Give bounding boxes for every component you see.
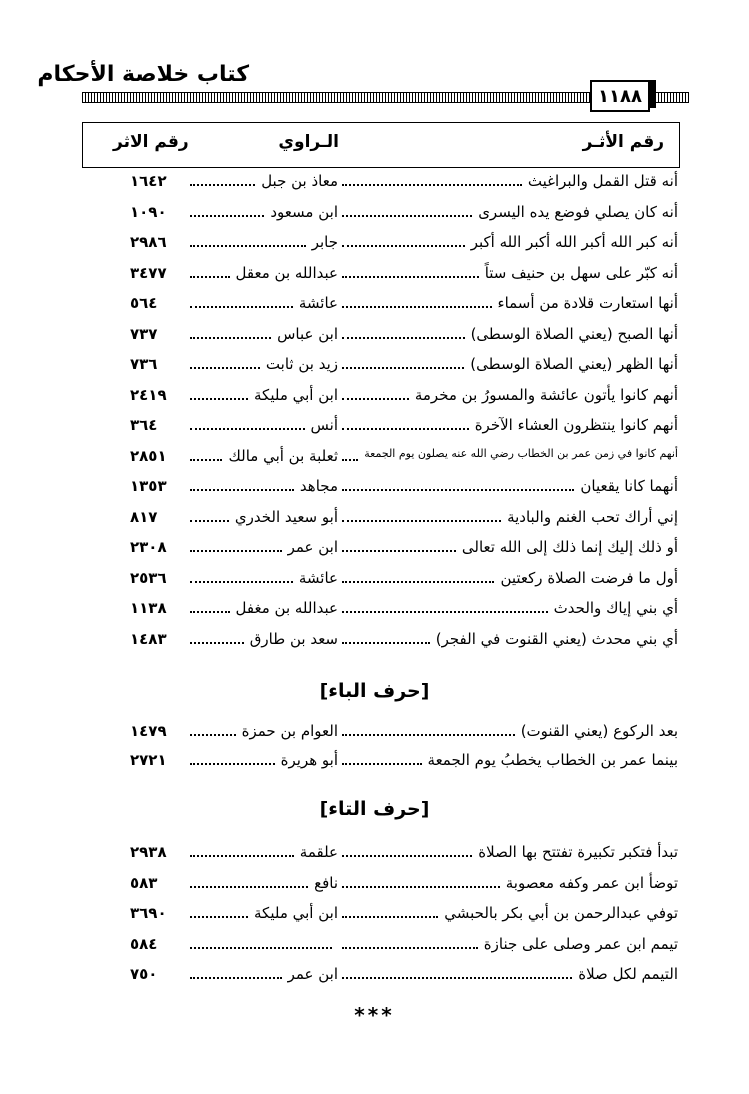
leader-dots <box>342 489 574 491</box>
leader-dots <box>190 581 293 583</box>
leader-dots <box>190 855 294 857</box>
table-row <box>90 751 678 779</box>
leader-dots <box>190 428 305 430</box>
narrator-name: ابن عباس <box>277 324 338 343</box>
narrator-name: عبدالله بن معقل <box>235 263 338 282</box>
athar-number: ١٠٩٠ <box>130 202 167 221</box>
leader-dots <box>190 489 294 491</box>
narration-text: إني أراك تحب الغنم والبادية <box>507 507 678 526</box>
table-row <box>90 355 678 383</box>
narrator-name: عبدالله بن مغفل <box>235 599 338 617</box>
table-row <box>90 904 678 932</box>
leader-dots <box>190 215 264 217</box>
leader-dots <box>190 337 271 339</box>
table-row <box>90 599 678 627</box>
narration-text: أي بني إياك والحدث <box>553 599 678 617</box>
leader-dots <box>342 215 472 217</box>
narrator-name: زيد بن ثابت <box>265 355 338 373</box>
table-row <box>90 569 678 597</box>
leader-dots <box>342 276 479 278</box>
table-row <box>90 386 678 414</box>
leader-dots <box>190 459 222 461</box>
leader-dots <box>342 642 430 644</box>
narration-text: أو ذلك إليك إنما ذلك إلى الله تعالى <box>461 538 678 556</box>
narration-text: بينما عمر بن الخطاب يخطبُ يوم الجمعة <box>427 751 678 769</box>
athar-number: ٢٤١٩ <box>130 385 167 404</box>
leader-dots <box>190 306 293 308</box>
narrator-name: ابن أبي مليكة <box>254 904 338 922</box>
athar-number: ١٤٧٩ <box>130 722 167 740</box>
narration-text: أنه كبر الله أكبر الله أكبر الله أكبر <box>470 233 678 251</box>
athar-number: ١٣٥٣ <box>130 477 167 495</box>
narration-text: أنها الصبح (يعني الصلاة الوسطى) <box>470 324 678 343</box>
leader-dots <box>342 306 492 308</box>
narrator-name: أنس <box>310 416 338 434</box>
leader-dots <box>190 977 282 979</box>
table-row <box>90 416 678 444</box>
leader-dots <box>190 916 248 918</box>
narration-text: أي بني محدث (يعني القنوت في الفجر) <box>435 629 678 648</box>
athar-number: ٧٣٦ <box>130 355 158 373</box>
table-row <box>90 508 678 536</box>
narration-text: أنهما كانا يقعيان <box>580 477 678 495</box>
leader-dots <box>342 520 501 522</box>
table-row <box>90 294 678 322</box>
table-row <box>90 203 678 231</box>
narrator-name: معاذ بن جبل <box>261 172 338 190</box>
column-narrator: الـراوي <box>278 132 339 152</box>
leader-dots <box>342 245 465 247</box>
leader-dots <box>342 977 572 979</box>
narrator-name: علقمة <box>299 843 338 861</box>
leader-dots <box>342 886 500 888</box>
leader-dots <box>342 428 469 430</box>
narrator-name: ابن عمر <box>287 538 338 556</box>
narrator-name: عائشة <box>298 294 338 312</box>
leader-dots <box>190 520 229 522</box>
athar-number: ٣٤٧٧ <box>130 263 167 282</box>
athar-number: ١٤٨٣ <box>130 629 167 648</box>
athar-number: ٢٩٣٨ <box>130 843 167 861</box>
narrator-name: عائشة <box>298 568 338 587</box>
header-rule-right <box>652 92 689 103</box>
leader-dots <box>342 459 358 461</box>
narrator-name: ثعلبة بن أبي مالك <box>228 446 338 465</box>
leader-dots <box>190 367 260 369</box>
leader-dots <box>190 550 282 552</box>
narration-text: تبدأ فتكبر تكبيرة تفتتح بها الصلاة <box>478 843 678 861</box>
page-number: ١١٨٨ <box>590 80 650 112</box>
athar-number: ٥٨٣ <box>130 873 158 892</box>
narration-text: بعد الركوع (يعني القنوت) <box>520 722 678 740</box>
leader-dots <box>190 763 275 765</box>
leader-dots <box>190 642 244 644</box>
leader-dots <box>342 763 422 765</box>
narrator-name: ابن أبي مليكة <box>254 385 338 404</box>
athar-number: ٣٦٩٠ <box>130 904 167 922</box>
leader-dots <box>190 734 236 736</box>
leader-dots <box>342 947 478 949</box>
narration-text: التيمم لكل صلاة <box>578 965 678 983</box>
narrator-name: أبو هريرة <box>280 751 338 769</box>
narrator-name: نافع <box>314 873 338 892</box>
table-row <box>90 874 678 902</box>
narrator-name: سعد بن طارق <box>249 629 338 648</box>
athar-number: ٧٣٧ <box>130 324 158 343</box>
table-row <box>90 447 678 475</box>
leader-dots <box>190 947 332 949</box>
athar-number: ٨١٧ <box>130 507 158 526</box>
narrator-name: ابن مسعود <box>270 202 338 221</box>
leader-dots <box>190 611 230 613</box>
leader-dots <box>190 245 306 247</box>
leader-dots <box>190 276 230 278</box>
athar-number: ٢٩٨٦ <box>130 233 167 251</box>
athar-number: ٥٦٤ <box>130 294 158 312</box>
leader-dots <box>342 184 522 186</box>
leader-dots <box>342 611 548 613</box>
leader-dots <box>342 734 515 736</box>
narrator-name: أبو سعيد الخدري <box>234 507 338 526</box>
narrator-name: ابن عمر <box>287 965 338 983</box>
narrator-name: العوام بن حمزة <box>241 722 338 740</box>
narration-text: أنها استعارت قلادة من أسماء <box>497 294 678 312</box>
narration-text: أنهم كانوا ينتظرون العشاء الآخرة <box>474 416 678 434</box>
leader-dots <box>342 367 464 369</box>
leader-dots <box>342 855 472 857</box>
table-row <box>90 630 678 658</box>
section-heading-ba: [حرف الباء] <box>319 680 430 702</box>
athar-number: ٢٥٣٦ <box>130 568 167 587</box>
header-rule <box>82 92 646 103</box>
narration-text: تيمم ابن عمر وصلى على جنازة <box>483 934 678 953</box>
narration-text: أنهم كانوا في زمن عمر بن الخطاب رضي الله عنه يصلون يوم الجمعة <box>364 446 678 460</box>
athar-number: ٢٣٠٨ <box>130 538 167 556</box>
narration-text: أنه قتل القمل والبراغيث <box>527 172 678 190</box>
narration-text: توضأ ابن عمر وكفه معصوبة <box>505 873 678 892</box>
table-row <box>90 264 678 292</box>
narrator-name: مجاهد <box>299 477 338 495</box>
table-row <box>90 325 678 353</box>
table-row <box>90 722 678 750</box>
leader-dots <box>342 581 494 583</box>
book-title: كتاب خلاصة الأحكام <box>37 62 249 87</box>
table-row <box>90 965 678 993</box>
narration-text: أنها الظهر (يعني الصلاة الوسطى) <box>470 355 678 373</box>
narration-text: أنه كبّر على سهل بن حنيف ستاً <box>484 263 678 282</box>
narration-text: توفي عبدالرحمن بن أبي بكر بالحبشي <box>444 904 678 922</box>
athar-number: ٣٦٤ <box>130 416 158 434</box>
athar-number: ١٦٤٢ <box>130 172 167 190</box>
narration-text: أنه كان يصلي فوضع يده اليسرى <box>478 202 678 221</box>
leader-dots <box>342 916 438 918</box>
athar-number: ١١٣٨ <box>130 599 167 617</box>
column-narration: رقم الأثـر <box>582 132 664 152</box>
table-row <box>90 477 678 505</box>
column-number: رقم الاثر <box>113 132 189 152</box>
section-heading-ta: [حرف التاء] <box>319 798 430 820</box>
table-row <box>90 538 678 566</box>
leader-dots <box>190 886 308 888</box>
leader-dots <box>190 398 248 400</box>
leader-dots <box>342 398 409 400</box>
table-row <box>90 172 678 200</box>
leader-dots <box>342 550 456 552</box>
table-row <box>90 935 678 963</box>
end-mark: *** <box>354 1003 395 1027</box>
narration-text: أنهم كانوا يأتون عائشة والمسورُ بن مخرمة <box>414 385 678 404</box>
athar-number: ٧٥٠ <box>130 965 158 983</box>
leader-dots <box>190 184 255 186</box>
athar-number: ٢٨٥١ <box>130 446 167 465</box>
narration-text: أول ما فرضت الصلاة ركعتين <box>500 568 678 587</box>
table-header <box>82 122 680 168</box>
table-row <box>90 233 678 261</box>
athar-number: ٢٧٢١ <box>130 751 167 769</box>
narrator-name: جابر <box>311 233 338 251</box>
table-row <box>90 843 678 871</box>
leader-dots <box>342 337 465 339</box>
athar-number: ٥٨٤ <box>130 934 158 953</box>
